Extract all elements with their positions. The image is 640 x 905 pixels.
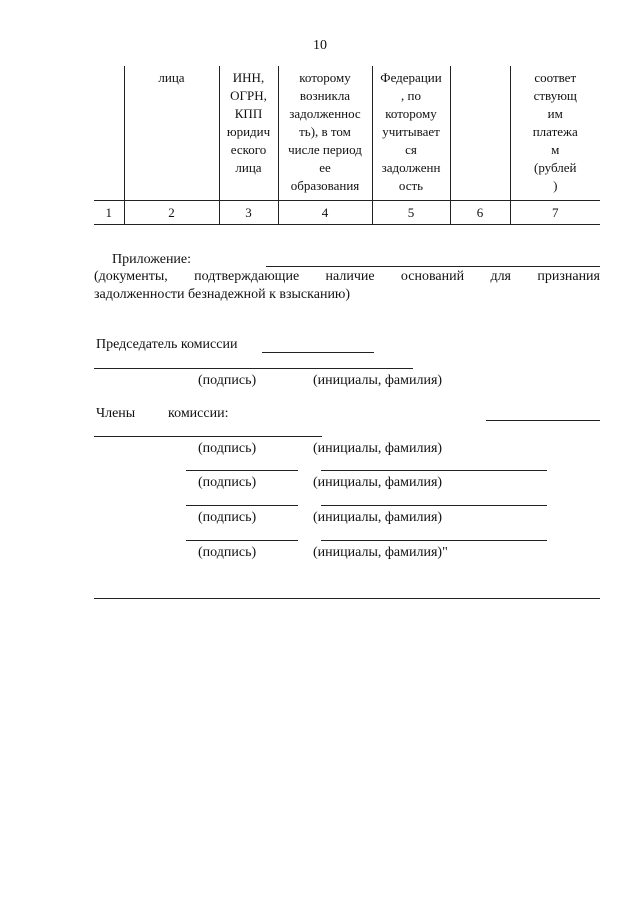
header-cell-line: ся [405, 142, 417, 157]
member-name-caption: (инициалы, фамилия) [313, 510, 443, 525]
table-cell-col6 [450, 66, 510, 201]
header-cell-line: возникла [299, 88, 351, 103]
members-label-word2: комиссии: [168, 406, 229, 421]
closing-line [94, 598, 600, 599]
header-cell-line: ость [398, 178, 424, 193]
header-cell-line: еского [230, 142, 267, 157]
column-number: 7 [510, 201, 600, 225]
header-cell-line: ее [319, 160, 331, 175]
members-line [486, 420, 600, 421]
member-signature-caption: (подпись) [198, 475, 257, 490]
header-cell-line: КПП [234, 106, 263, 121]
chairman-signature-line [94, 368, 413, 369]
table-cell-col4 [278, 66, 372, 201]
attachment-note-line1: (документы, подтверждающие наличие оснований для признания [94, 269, 600, 284]
header-cell-line: , по [401, 88, 421, 103]
header-cell-line: учитывает [382, 124, 440, 139]
member-signature-line [186, 540, 298, 541]
table-cell-col5 [372, 66, 450, 201]
page-number: 10 [313, 38, 327, 53]
header-cell-line: юридич [226, 124, 271, 139]
chairman-short-line [262, 352, 374, 353]
chairman-signature-caption: (подпись) [198, 373, 257, 388]
header-cell-line: ИНН, [232, 70, 265, 85]
chairman-label: Председатель комиссии [96, 337, 238, 352]
member-signature-caption: (подпись) [198, 441, 257, 456]
member-name-line [321, 540, 547, 541]
header-cell-line: которому [385, 106, 437, 121]
header-cell-line: лица [158, 70, 185, 85]
header-cell-line: ствующ [533, 88, 577, 103]
column-number: 1 [94, 201, 124, 225]
member-name-caption: (инициалы, фамилия) [313, 475, 443, 490]
attachment-label: Приложение: [112, 252, 192, 267]
column-number: 4 [278, 201, 372, 225]
header-cell-line: (рублей [534, 160, 577, 175]
member-signature-line [186, 505, 298, 506]
header-cell-line: числе период [288, 142, 362, 157]
table-cell-col2 [124, 66, 219, 201]
header-cell-line: ) [553, 178, 558, 193]
table-cell-col3 [219, 66, 278, 201]
header-cell-line: платежа [532, 124, 578, 139]
column-number: 6 [450, 201, 510, 225]
member-line [94, 436, 322, 437]
header-cell-line: им [547, 106, 563, 121]
header-cell-line: лица [235, 160, 262, 175]
header-cell-line: задолженн [381, 160, 441, 175]
debt-table [94, 66, 600, 225]
column-number: 2 [124, 201, 219, 225]
member-name-line [321, 470, 547, 471]
member-name-line [321, 505, 547, 506]
header-cell-line: ОГРН, [230, 88, 267, 103]
header-cell-line: образования [290, 178, 360, 193]
table-cell-col7 [510, 66, 600, 201]
header-cell-line: м [551, 142, 560, 157]
table-header-row [94, 66, 600, 201]
member-signature-caption: (подпись) [198, 545, 257, 560]
header-cell-line: которому [299, 70, 351, 85]
members-label-word1: Члены [96, 406, 136, 421]
member-name-caption: (инициалы, фамилия)" [313, 545, 448, 560]
header-cell-line: ть), в том [299, 124, 351, 139]
column-number: 3 [219, 201, 278, 225]
chairman-name-caption: (инициалы, фамилия) [313, 373, 443, 388]
table-number-row [94, 201, 600, 225]
member-name-caption: (инициалы, фамилия) [313, 441, 443, 456]
table-cell-col1 [94, 66, 124, 201]
header-cell-line: Федерации [380, 70, 442, 85]
header-cell-line: соответ [534, 70, 577, 85]
header-cell-line: задолженнос [289, 106, 361, 121]
column-number: 5 [372, 201, 450, 225]
attachment-note-line2: задолженности безнадежной к взысканию) [94, 287, 351, 302]
member-signature-caption: (подпись) [198, 510, 257, 525]
attachment-line [266, 266, 600, 267]
member-signature-line [186, 470, 298, 471]
